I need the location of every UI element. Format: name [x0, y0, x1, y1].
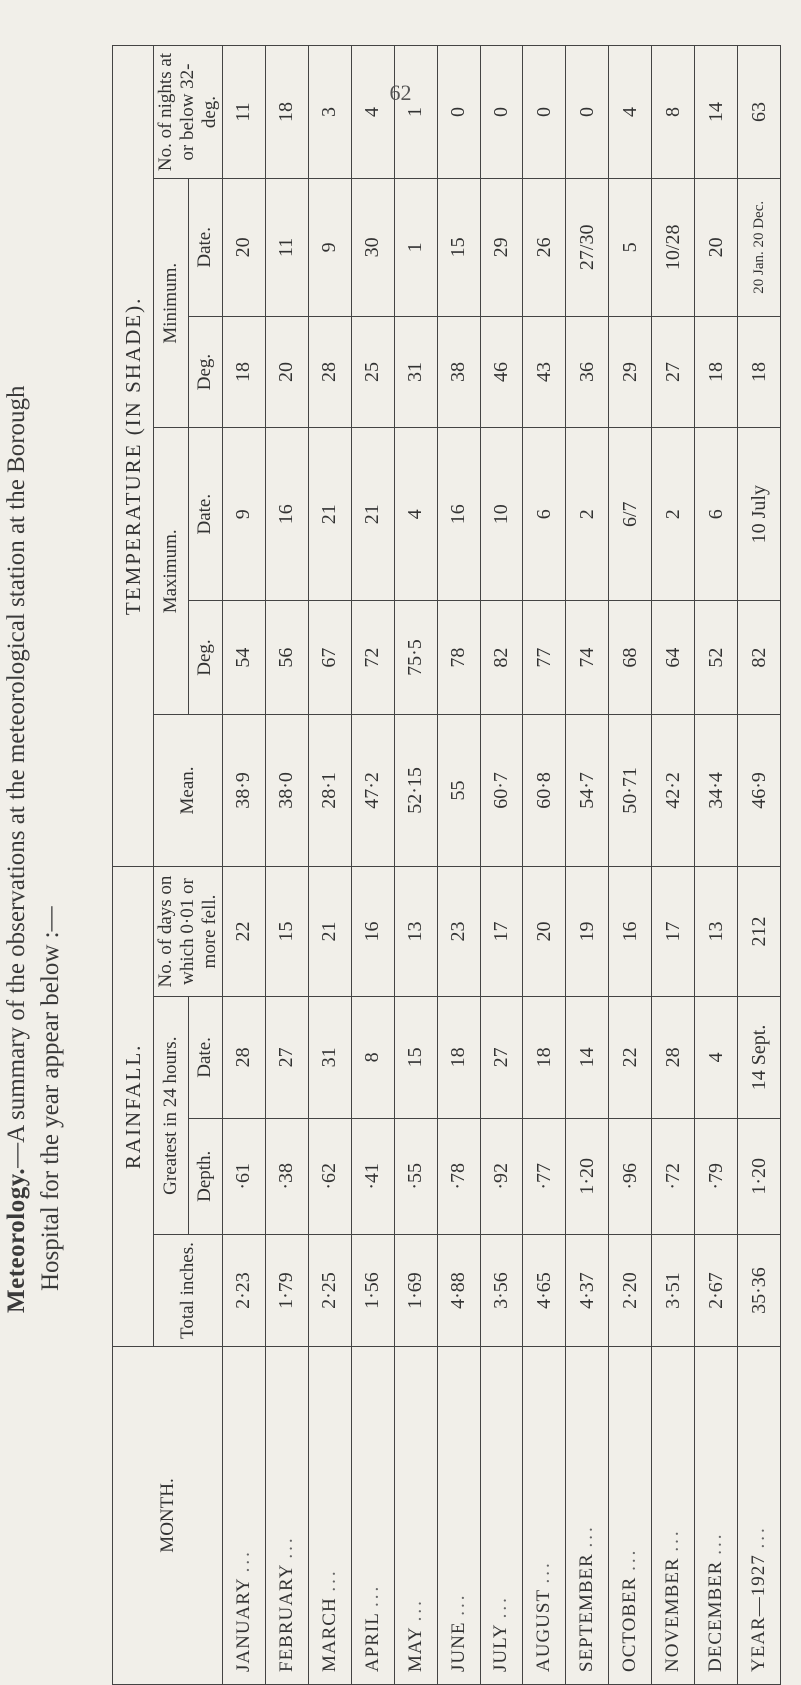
month-label: OCTOBER — [619, 1576, 641, 1672]
min-deg-cell: 27 — [652, 316, 695, 428]
rain-date-cell: 14 Sept. — [738, 997, 781, 1118]
depth-cell: ·77 — [523, 1118, 566, 1235]
rain-date-cell: 27 — [480, 997, 523, 1118]
month-label: DECEMBER — [705, 1560, 727, 1672]
depth-cell: ·78 — [437, 1118, 480, 1235]
total-inches-cell: 35·36 — [738, 1235, 781, 1347]
table-row — [351, 46, 394, 1685]
month-cell — [738, 1346, 781, 1684]
mean-header: Mean. — [154, 715, 223, 867]
table-row — [566, 46, 609, 1685]
rain-days-cell: 212 — [738, 866, 781, 997]
page-number: 62 — [389, 80, 412, 105]
min-deg-cell: 28 — [308, 316, 351, 428]
min-deg-cell: 38 — [437, 316, 480, 428]
rain-days-cell: 20 — [523, 866, 566, 997]
frost-nights-cell: 11 — [223, 46, 266, 179]
depth-cell: ·62 — [308, 1118, 351, 1235]
max-date-cell: 6 — [695, 428, 738, 601]
frost-nights-cell: 8 — [652, 46, 695, 179]
max-deg-cell: 72 — [351, 600, 394, 714]
mean-cell: 28·1 — [308, 715, 351, 867]
max-date-cell: 10 — [480, 428, 523, 601]
max-deg-header: Deg. — [188, 600, 223, 714]
mean-cell: 42·2 — [652, 715, 695, 867]
min-date-cell: 30 — [351, 179, 394, 317]
rain-date-cell: 14 — [566, 997, 609, 1118]
total-inches-cell: 1·69 — [394, 1235, 437, 1347]
rain-days-cell: 13 — [394, 866, 437, 997]
max-deg-cell: 68 — [609, 600, 652, 714]
rain-date-cell: 28 — [223, 997, 266, 1118]
month-header: MONTH. — [113, 1346, 223, 1684]
max-deg-cell: 54 — [223, 600, 266, 714]
month-label: NOVEMBER — [662, 1557, 684, 1672]
min-deg-cell: 43 — [523, 316, 566, 428]
temperature-group-header: TEMPERATURE (IN SHADE). — [113, 46, 154, 867]
month-cell — [437, 1346, 480, 1684]
month-cell — [223, 1346, 266, 1684]
max-date-cell: 10 July — [738, 428, 781, 601]
max-date-cell: 6 — [523, 428, 566, 601]
depth-cell: ·72 — [652, 1118, 695, 1235]
meteorology-table-wrapper — [112, 45, 770, 1685]
month-label: MARCH — [318, 1597, 340, 1672]
leader-dots: ... — [748, 1525, 770, 1549]
max-deg-cell: 77 — [523, 600, 566, 714]
caption-lead: Meteorology. — [3, 1167, 30, 1313]
min-deg-cell: 18 — [695, 316, 738, 428]
month-cell — [609, 1346, 652, 1684]
frost-nights-cell: 14 — [695, 46, 738, 179]
rain-date-cell: 27 — [265, 997, 308, 1118]
max-deg-cell: 74 — [566, 600, 609, 714]
leader-dots: ... — [576, 1524, 598, 1548]
table-row — [695, 46, 738, 1685]
table-body — [223, 46, 781, 1685]
caption-text-line2: Hospital for the year appear below :— — [37, 906, 64, 1291]
table-row — [437, 46, 480, 1685]
leader-dots: ... — [232, 1549, 254, 1573]
rain-date-cell: 18 — [437, 997, 480, 1118]
total-inches-cell: 4·37 — [566, 1235, 609, 1347]
month-cell — [480, 1346, 523, 1684]
table-row — [738, 46, 781, 1685]
total-inches-cell: 3·56 — [480, 1235, 523, 1347]
rain-days-cell: 16 — [351, 866, 394, 997]
min-deg-cell: 18 — [738, 316, 781, 428]
leader-dots: ... — [662, 1528, 684, 1552]
leader-dots: ... — [361, 1583, 383, 1608]
month-label: JULY — [490, 1624, 512, 1672]
month-label: AUGUST — [533, 1589, 555, 1672]
leader-dots: ... — [619, 1547, 641, 1571]
caption — [0, 153, 110, 1313]
max-deg-cell: 82 — [480, 600, 523, 714]
mean-cell: 55 — [437, 715, 480, 867]
month-cell — [308, 1346, 351, 1684]
rain-days-cell: 19 — [566, 866, 609, 997]
frost-nights-cell: 0 — [566, 46, 609, 179]
min-deg-header: Deg. — [188, 316, 223, 428]
depth-cell: ·61 — [223, 1118, 266, 1235]
rain-days-cell: 21 — [308, 866, 351, 997]
month-label: SEPTEMBER — [576, 1553, 598, 1672]
leader-dots: ... — [404, 1598, 426, 1622]
max-deg-cell: 64 — [652, 600, 695, 714]
total-inches-cell: 4·65 — [523, 1235, 566, 1347]
min-date-cell: 10/28 — [652, 179, 695, 317]
min-date-cell: 11 — [265, 179, 308, 317]
max-date-cell: 16 — [265, 428, 308, 601]
month-cell — [695, 1346, 738, 1684]
rain-date-cell: 8 — [351, 997, 394, 1118]
depth-cell: ·96 — [609, 1118, 652, 1235]
max-deg-cell: 82 — [738, 600, 781, 714]
min-date-cell: 20 — [223, 179, 266, 317]
month-cell — [523, 1346, 566, 1684]
mean-cell: 54·7 — [566, 715, 609, 867]
total-inches-header: Total inches. — [154, 1235, 223, 1347]
table-row — [480, 46, 523, 1685]
month-label: YEAR—1927 — [748, 1554, 770, 1672]
min-deg-cell: 31 — [394, 316, 437, 428]
frost-nights-cell: 0 — [523, 46, 566, 179]
month-label: JANUARY — [232, 1578, 254, 1672]
table-row — [394, 46, 437, 1685]
rain-date-cell: 18 — [523, 997, 566, 1118]
mean-cell: 46·9 — [738, 715, 781, 867]
max-deg-cell: 56 — [265, 600, 308, 714]
max-deg-cell: 67 — [308, 600, 351, 714]
mean-cell: 47·2 — [351, 715, 394, 867]
month-cell — [394, 1346, 437, 1684]
month-label: APRIL — [361, 1612, 383, 1672]
rain-days-cell: 23 — [437, 866, 480, 997]
frost-nights-cell: 0 — [437, 46, 480, 179]
frost-nights-cell: 4 — [351, 46, 394, 179]
caption-text: —A summary of the observations at the meteorological station at the Borough — [3, 385, 30, 1168]
rainfall-group-header: RAINFALL. — [113, 866, 154, 1346]
month-cell — [265, 1346, 308, 1684]
max-deg-cell: 78 — [437, 600, 480, 714]
depth-cell: ·79 — [695, 1118, 738, 1235]
table-row — [609, 46, 652, 1685]
frost-nights-cell: 4 — [609, 46, 652, 179]
depth-header: Depth. — [188, 1118, 223, 1235]
rain-date-header: Date. — [188, 997, 223, 1118]
leader-dots: ... — [490, 1595, 512, 1619]
depth-cell: 1·20 — [738, 1118, 781, 1235]
max-deg-cell: 75·5 — [394, 600, 437, 714]
min-date-cell: 9 — [308, 179, 351, 317]
total-inches-cell: 1·79 — [265, 1235, 308, 1347]
mean-cell: 60·7 — [480, 715, 523, 867]
mean-cell: 60·8 — [523, 715, 566, 867]
rain-date-cell: 28 — [652, 997, 695, 1118]
frost-nights-header: No. of nights at or below 32-deg. — [154, 46, 223, 179]
frost-nights-cell: 1 — [394, 46, 437, 179]
rain-days-header: No. of days on which 0·01 or more fell. — [154, 866, 223, 997]
rain-days-cell: 17 — [652, 866, 695, 997]
frost-nights-cell: 63 — [738, 46, 781, 179]
max-date-cell: 21 — [308, 428, 351, 601]
total-inches-cell: 4·88 — [437, 1235, 480, 1347]
leader-dots: ... — [705, 1531, 727, 1555]
minimum-header: Minimum. — [154, 179, 189, 428]
depth-cell: 1·20 — [566, 1118, 609, 1235]
max-date-cell: 21 — [351, 428, 394, 601]
month-cell — [566, 1346, 609, 1684]
total-inches-cell: 2·67 — [695, 1235, 738, 1347]
max-date-cell: 6/7 — [609, 428, 652, 601]
total-inches-cell: 2·20 — [609, 1235, 652, 1347]
maximum-header: Maximum. — [154, 428, 189, 715]
max-deg-cell: 52 — [695, 600, 738, 714]
frost-nights-cell: 18 — [265, 46, 308, 179]
min-date-cell: 5 — [609, 179, 652, 317]
month-cell — [351, 1346, 394, 1684]
table-row — [308, 46, 351, 1685]
mean-cell: 38·9 — [223, 715, 266, 867]
min-deg-cell: 25 — [351, 316, 394, 428]
min-date-cell: 1 — [394, 179, 437, 317]
min-date-cell: 27/30 — [566, 179, 609, 317]
mean-cell: 52·15 — [394, 715, 437, 867]
min-deg-cell: 36 — [566, 316, 609, 428]
min-deg-cell: 29 — [609, 316, 652, 428]
rain-days-cell: 17 — [480, 866, 523, 997]
frost-nights-cell: 0 — [480, 46, 523, 179]
min-date-cell: 20 — [695, 179, 738, 317]
mean-cell: 38·0 — [265, 715, 308, 867]
mean-cell: 34·4 — [695, 715, 738, 867]
rain-date-cell: 4 — [695, 997, 738, 1118]
month-cell — [652, 1346, 695, 1684]
month-label: JUNE — [447, 1621, 469, 1672]
depth-cell: ·55 — [394, 1118, 437, 1235]
month-label: MAY — [404, 1627, 426, 1672]
depth-cell: ·41 — [351, 1118, 394, 1235]
max-date-header: Date. — [188, 428, 223, 601]
leader-dots: ... — [533, 1560, 555, 1584]
min-date-cell: 20 Jan. 20 Dec. — [738, 179, 781, 317]
max-date-cell: 2 — [566, 428, 609, 601]
max-date-cell: 2 — [652, 428, 695, 601]
max-date-cell: 4 — [394, 428, 437, 601]
min-deg-cell: 46 — [480, 316, 523, 428]
table-row — [652, 46, 695, 1685]
total-inches-cell: 2·23 — [223, 1235, 266, 1347]
total-inches-cell: 3·51 — [652, 1235, 695, 1347]
greatest-24h-header: Greatest in 24 hours. — [154, 997, 189, 1235]
total-inches-cell: 1·56 — [351, 1235, 394, 1347]
mean-cell: 50·71 — [609, 715, 652, 867]
max-date-cell: 9 — [223, 428, 266, 601]
rain-date-cell: 31 — [308, 997, 351, 1118]
meteorology-table — [112, 45, 781, 1685]
min-deg-cell: 20 — [265, 316, 308, 428]
rain-date-cell: 15 — [394, 997, 437, 1118]
table-row — [523, 46, 566, 1685]
rain-date-cell: 22 — [609, 997, 652, 1118]
leader-dots: ... — [447, 1592, 469, 1616]
min-date-cell: 15 — [437, 179, 480, 317]
total-inches-cell: 2·25 — [308, 1235, 351, 1347]
table-row — [223, 46, 266, 1685]
min-date-header: Date. — [188, 179, 223, 317]
leader-dots: ... — [275, 1535, 297, 1559]
max-date-cell: 16 — [437, 428, 480, 601]
rain-days-cell: 15 — [265, 866, 308, 997]
min-date-cell: 29 — [480, 179, 523, 317]
min-deg-cell: 18 — [223, 316, 266, 428]
min-date-cell: 26 — [523, 179, 566, 317]
rain-days-cell: 16 — [609, 866, 652, 997]
depth-cell: ·38 — [265, 1118, 308, 1235]
frost-nights-cell: 3 — [308, 46, 351, 179]
month-label: FEBRUARY — [275, 1564, 297, 1672]
rain-days-cell: 22 — [223, 866, 266, 997]
table-row — [265, 46, 308, 1685]
depth-cell: ·92 — [480, 1118, 523, 1235]
rain-days-cell: 13 — [695, 866, 738, 997]
leader-dots: ... — [318, 1568, 340, 1592]
